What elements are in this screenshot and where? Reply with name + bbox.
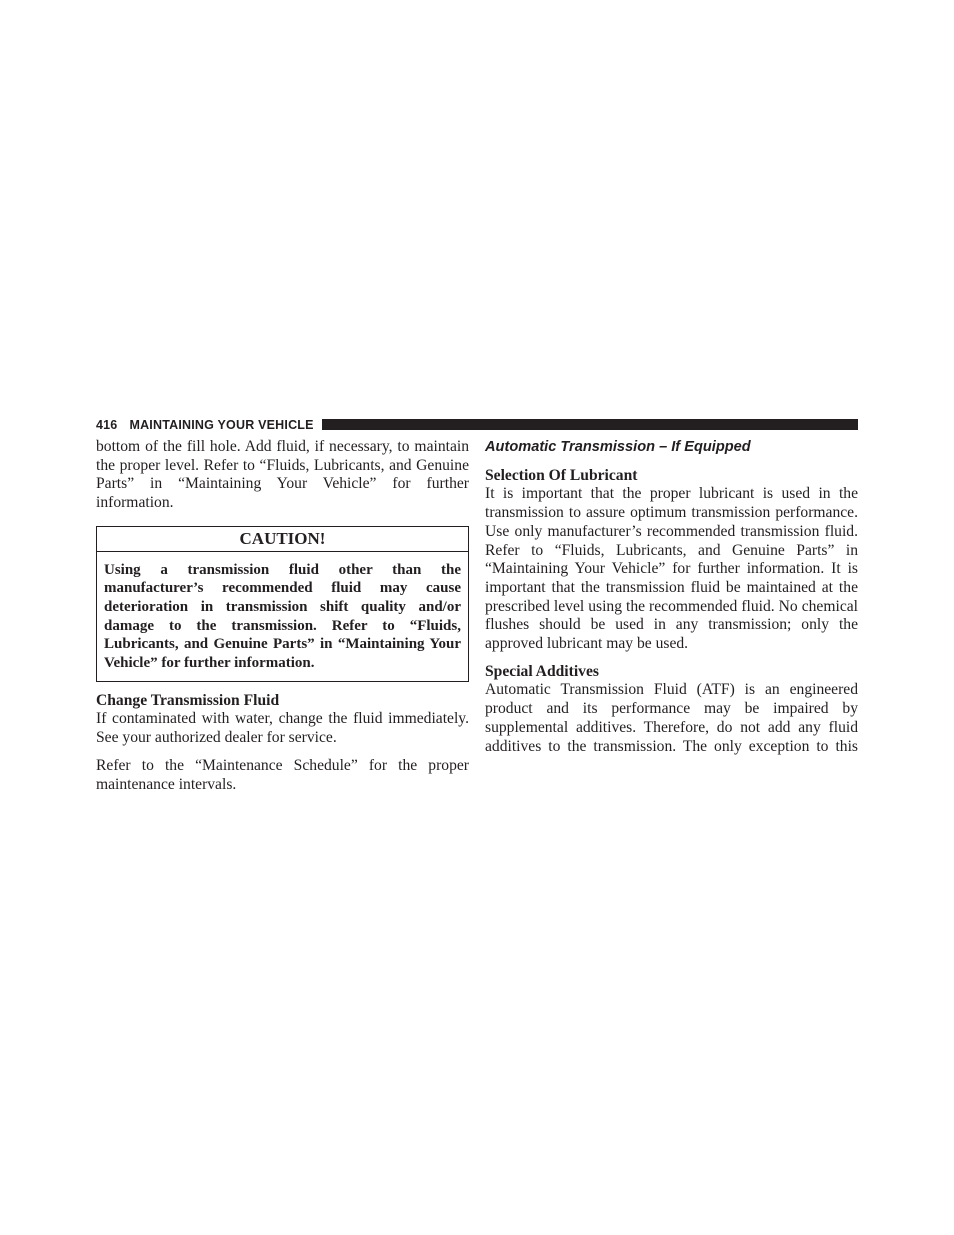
lubricant-text: It is important that the proper lubricant is used in the transmission to assure optimum transmission performance. Use only manufacturer’s recommended transmission fluid. Refer to “Fluids, Lubricants, and Genuine Parts” in “Maintaining Your Vehicle” for further information. It is important that the transmission fluid be maintained at the prescribed level using the recommended fluid. No chemical flushes should be used in any transmission; only the approved lubricant may be used. — [485, 485, 858, 653]
caution-text: Using a transmission fluid other than the manufacturer’s recommended fluid may cause deterioration in transmission shift quality and/or damage to the transmission. Refer to “Fluids, Lubricants, and Genuine Parts” in “Maintaining Your Vehicle” for further information. — [104, 561, 461, 672]
change-fluid-block — [96, 692, 469, 795]
lubricant-heading: Selection Of Lubricant — [485, 466, 638, 484]
header-rule — [322, 419, 858, 430]
caution-box — [96, 526, 469, 682]
lubricant-block — [485, 467, 858, 654]
additives-text: Automatic Transmission Fluid (ATF) is an engineered product and its performance may be impaired by supplemental additives. Therefore, do not add any fluid additives to the transmission. The only exception to this — [485, 681, 858, 755]
left-column — [96, 438, 469, 794]
change-fluid-heading: Change Transmission Fluid — [96, 691, 280, 709]
additives-heading: Special Additives — [485, 662, 599, 680]
page-header — [96, 417, 858, 432]
caution-title: CAUTION! — [97, 527, 468, 552]
change-fluid-text: If contaminated with water, change the fluid immediately. See your authorized dealer for service. — [96, 710, 469, 747]
section-title: MAINTAINING YOUR VEHICLE — [129, 417, 314, 432]
section-heading: Automatic Transmission – If Equipped — [485, 439, 751, 455]
schedule-text: Refer to the “Maintenance Schedule” for the proper maintenance intervals. — [96, 756, 469, 793]
additives-block — [485, 663, 858, 757]
right-column — [485, 438, 858, 756]
intro-paragraph: bottom of the fill hole. Add fluid, if necessary, to maintain the proper level. Refer to “Fluids, Lubricants, and Genuine Parts” in “Maintaining Your Vehicle” for further information. — [96, 438, 469, 512]
page-number: 416 — [96, 417, 118, 432]
